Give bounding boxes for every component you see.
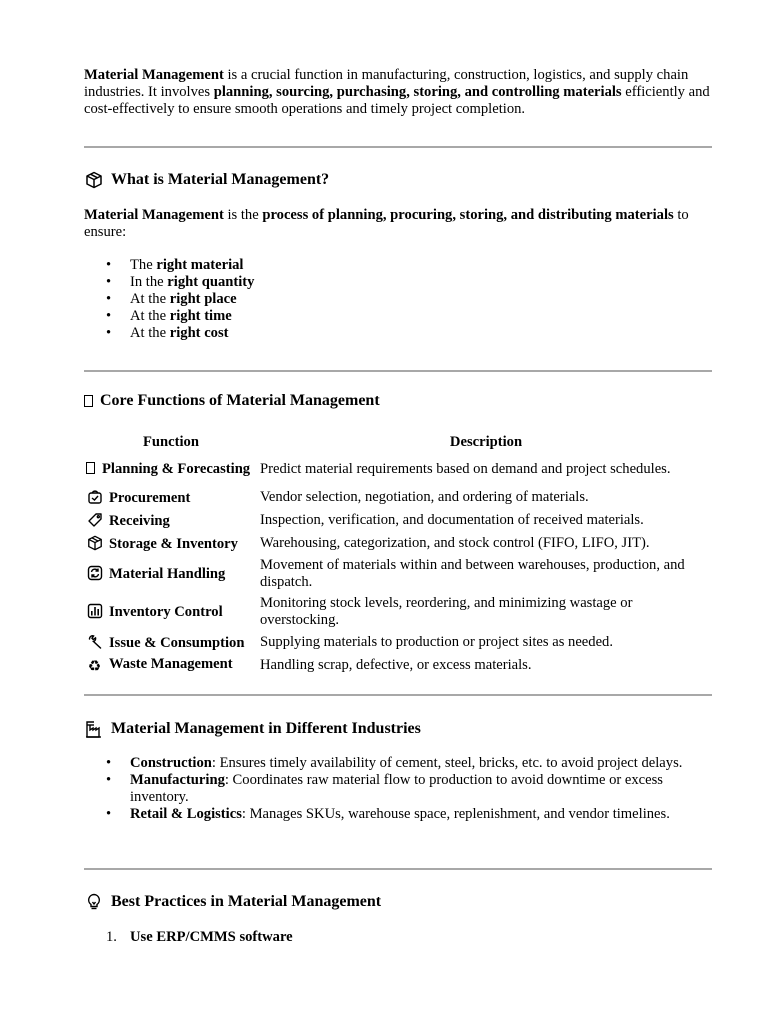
bar-chart-icon	[86, 603, 103, 619]
table-row	[84, 532, 714, 555]
table-header-row	[84, 432, 714, 452]
heading-industries	[84, 719, 421, 739]
table-row	[84, 486, 714, 509]
function-name: Receiving	[109, 512, 170, 529]
what-bold: process of planning, procuring, storing, and distributing materials	[262, 207, 674, 223]
package-icon	[86, 535, 103, 551]
list-item: • Construction: Ensures timely availability of cement, steel, bricks, etc. to avoid project delays.	[84, 755, 714, 772]
function-name: Storage & Inventory	[109, 535, 238, 552]
table-row	[84, 654, 714, 677]
function-description: Supplying materials to production or project sites as needed.	[260, 634, 614, 650]
heading-text: Best Practices in Material Management	[111, 893, 382, 910]
table-row	[84, 452, 714, 486]
tag-icon	[86, 512, 103, 528]
function-description: Movement of materials within and between warehouses, production, and dispatch.	[260, 557, 685, 590]
lightbulb-icon	[84, 892, 104, 912]
list-item: • At the right time	[84, 308, 714, 325]
functions-table	[84, 432, 714, 677]
table-row	[84, 555, 714, 593]
column-header: Function	[143, 433, 199, 450]
function-description: Warehousing, categorization, and stock control (FIFO, LIFO, JIT).	[260, 535, 650, 551]
heading-text: Core Functions of Material Management	[100, 392, 380, 409]
divider	[84, 370, 712, 372]
intro-text: is a crucial function in manufacturing, construction, logistics, and supply chain industries. It involves	[84, 67, 689, 100]
table-row	[84, 631, 714, 654]
heading-text: Material Management in Different Industries	[111, 720, 421, 737]
function-name: Material Handling	[109, 566, 226, 582]
what-text-end: to ensure:	[84, 207, 689, 240]
function-description: Monitoring stock levels, reordering, and minimizing wastage or overstocking.	[260, 595, 633, 628]
recycle-icon: ♻	[87, 657, 102, 676]
missing-glyph-icon	[84, 395, 93, 407]
list-item: • In the right quantity	[84, 274, 714, 291]
factory-icon	[84, 719, 104, 739]
function-description: Predict material requirements based on demand and project schedules.	[260, 460, 671, 477]
best-practices-list	[84, 929, 293, 946]
function-description: Handling scrap, defective, or excess materials.	[260, 657, 532, 673]
table-row	[84, 509, 714, 532]
list-item: • At the right place	[84, 291, 714, 308]
table-row	[84, 593, 714, 631]
list-item: • The right material	[84, 257, 714, 274]
function-name: Procurement	[109, 489, 191, 506]
function-name: Waste Management	[109, 656, 233, 673]
list-item: • Retail & Logistics: Manages SKUs, warehouse space, replenishment, and vendor timelines.	[84, 806, 714, 823]
industries-list	[84, 755, 714, 823]
list-item: 1. Use ERP/CMMS software	[84, 929, 293, 946]
function-name: Planning & Forecasting	[102, 460, 251, 477]
function-name: Issue & Consumption	[109, 634, 245, 651]
intro-bold: planning, sourcing, purchasing, storing, and controlling materials	[213, 84, 622, 100]
function-description: Vendor selection, negotiation, and ordering of materials.	[260, 489, 589, 505]
shopping-icon	[86, 489, 103, 505]
heading-best-practices	[84, 892, 381, 912]
heading-core-functions	[84, 391, 380, 411]
missing-glyph-icon	[86, 462, 95, 474]
package-icon	[84, 170, 104, 190]
heading-text: What is Material Management?	[111, 171, 330, 188]
column-header: Description	[449, 433, 523, 450]
repeat-icon	[86, 565, 103, 581]
what-text: is the	[223, 207, 263, 223]
intro-text-end: efficiently and cost-effectively to ensure smooth operations and timely project completion.	[84, 84, 710, 117]
intro-term: Material Management	[84, 67, 224, 83]
what-term: Material Management	[84, 207, 224, 223]
divider	[84, 694, 712, 696]
divider	[84, 146, 712, 148]
wrench-icon	[86, 634, 103, 650]
list-item: • Manufacturing: Coordinates raw material flow to production to avoid downtime or excess inventory.	[84, 772, 714, 806]
right-list	[84, 257, 714, 342]
function-description: Inspection, verification, and documentation of received materials.	[260, 512, 644, 528]
divider	[84, 868, 712, 870]
what-paragraph	[84, 207, 724, 241]
heading-what-is	[84, 170, 329, 190]
intro-paragraph	[84, 67, 724, 118]
list-item: • At the right cost	[84, 325, 714, 342]
function-name: Inventory Control	[109, 604, 223, 620]
